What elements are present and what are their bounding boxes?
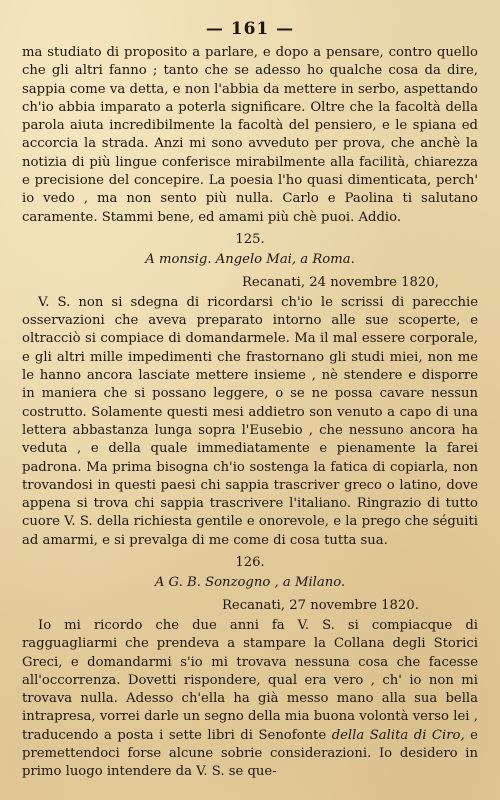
page-number: — 161 — <box>205 19 295 39</box>
opening-paragraph: ma studiato di proposito a parlare, e dopo a pensare, contro quello che gli altri fanno ; tanto che se adesso ho qualche cosa da dire, sappia come va detta, e non l'abbia da mettere in serbo, aspettando ch'io abbia imparato a poterla significare. Oltre che la facoltà della parola aiuta incredibilmente la facoltà del pensiero, e le spiana ed accorcia la strada. Anzi mi sono avveduto per prova, che anchè la notizia di più lingue conferisce mirabilmente alla facilità, chiarezza e precisione del concepire. La poesia l'ho quasi dimenticata, perch' io vedo , ma non sento più nulla. Carlo e Paolina ti salutano caramente. Stammi bene, ed amami più chè puoi. Addio. <box>22 45 478 225</box>
letter-number: 125. <box>235 231 265 247</box>
letter-place-date: Recanati, 27 novembre 1820. <box>222 597 419 613</box>
letter-body-text: Io mi ricordo che due anni fa V. S. si compiacque di ragguagliarmi che prendeva a stampare la Collana degli Storici Greci, e domandarmi s'io mi trovava nessuna cosa che facesse all'occorrenza. Dovetti rispondere, qual era vero , ch' io non mi trovava nulla. Adesso ch'ella ha già messo mano alla sua bella intrapresa, vorrei darle un segno della mia buona volontà verso lei , traducendo a posta i sette libri di Senofonte <box>22 617 478 743</box>
letter-number: 126. <box>235 555 265 571</box>
letter-recipient: A G. B. Sonzogno , a Milano. <box>154 575 346 591</box>
letter-recipient: A monsig. Angelo Mai, a Roma. <box>145 252 355 268</box>
letter-body <box>22 617 478 782</box>
letter-place-date: Recanati, 24 novembre 1820, <box>242 274 439 290</box>
letter-body-text: e premettendoci forse alcune sobrie considerazioni. Io desidero in primo luogo intendere da V. S. se que- <box>22 727 478 780</box>
letter-body: V. S. non si sdegna di ricordarsi ch'io le scrissi di parecchie osservazioni che aveva preparato intorno alle sue scoperte, e oltracciò si compiace di domandarmele. Ma il mal essere corporale, e gli altri mille impedimenti che frastornano gli studi miei, non me le hanno ancora lasciate mettere insieme , nè stendere e disporre in maniera che si possano leggere, o se ne possa cavare nessun costrutto. Solamente questi mesi addietro son venuto a capo di una lettera abbastanza lunga sopra l'Eusebio , che nessuno ancora ha veduta , e della quale immediatamente e pienamente la farei padrona. Ma prima bisogna ch'io sostenga la fatica di copiarla, non trovandosi in questi paesi chi sappia trascriver greco o latino, dove appena si trova chi sappia trascrivere l'italiano. Ringrazio di tutto cuore V. S. della richiesta gentile e onorevole, e la prego che séguiti ad amarmi, e si prevalga di me come di cosa tutta sua. <box>22 294 478 548</box>
book-title: della Salita di Ciro, <box>331 727 465 743</box>
page-body <box>22 44 478 782</box>
